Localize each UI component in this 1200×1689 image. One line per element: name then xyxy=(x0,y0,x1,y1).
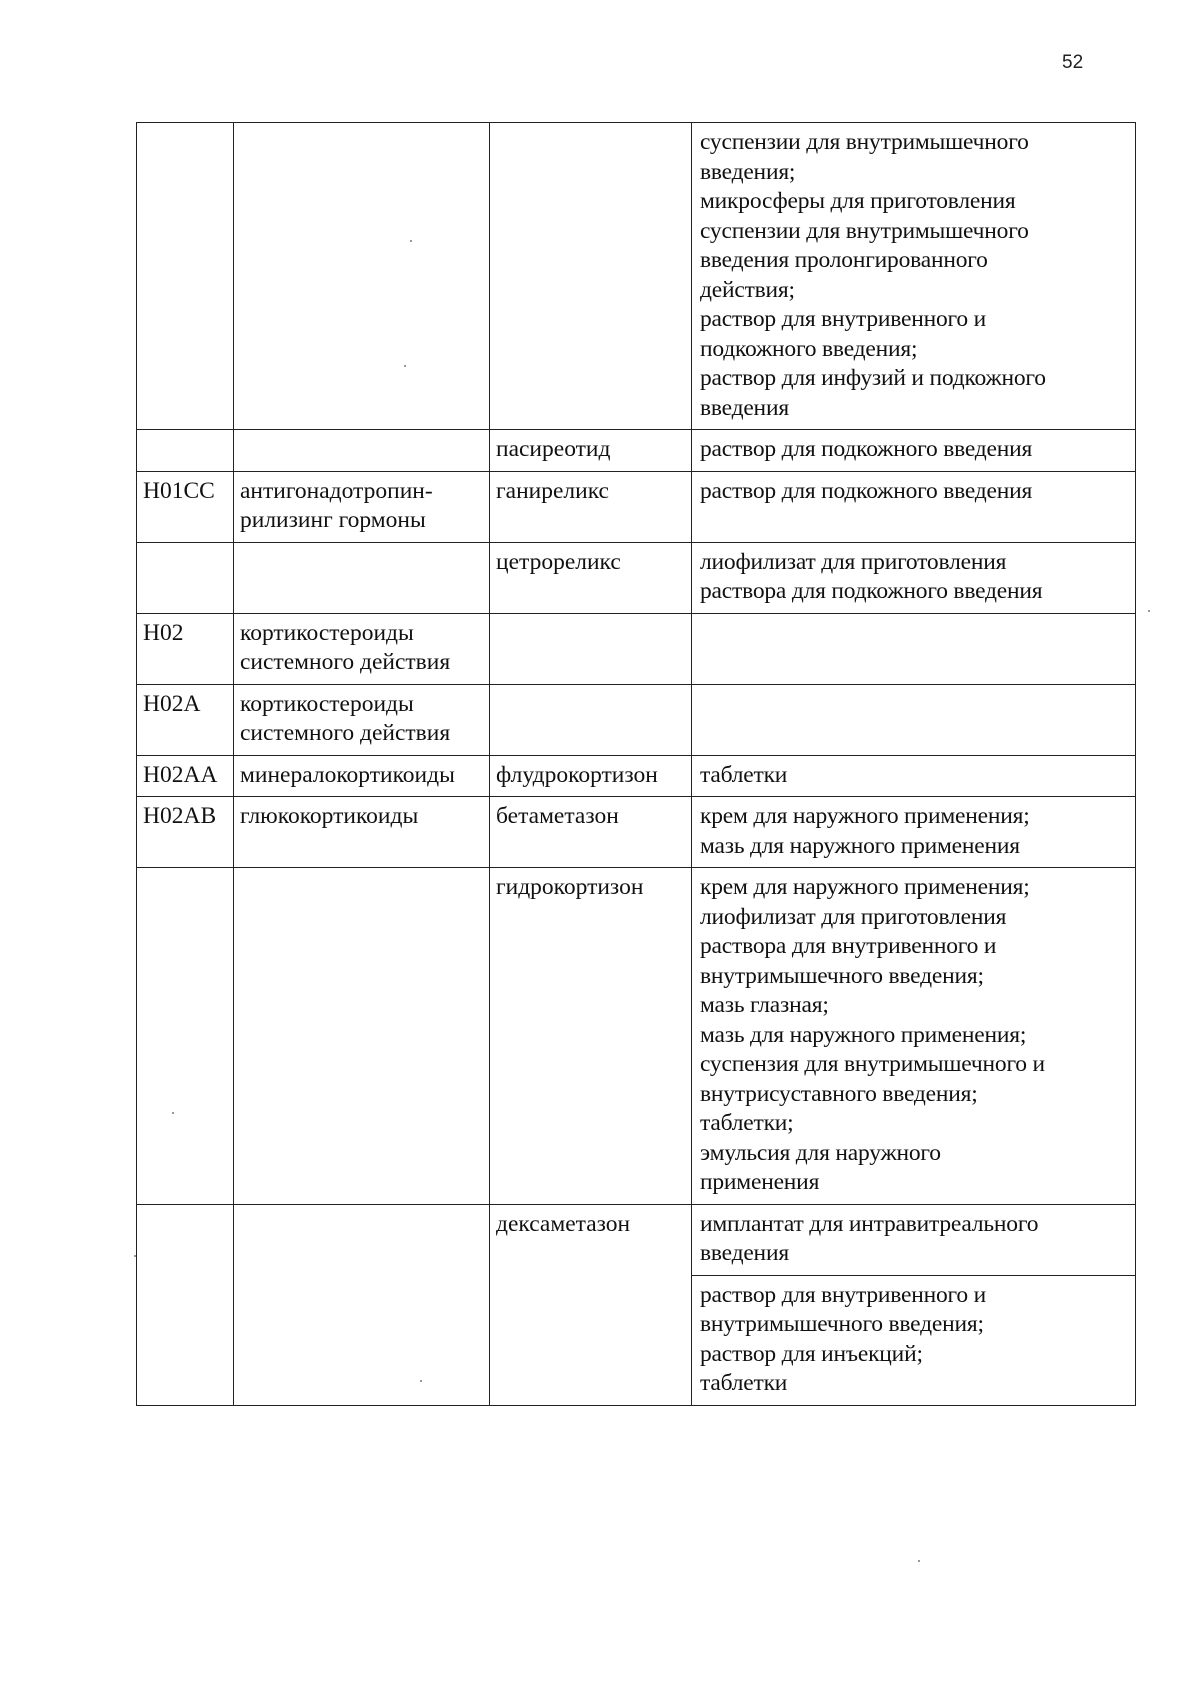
atc-code-cell xyxy=(137,542,234,613)
dosage-forms-cell: лиофилизат для приготовления раствора для подкожного введения xyxy=(692,542,1136,613)
table-row xyxy=(137,430,1136,472)
dosage-forms-cell: раствор для подкожного введения xyxy=(692,471,1136,542)
pharmacological-group-cell: минералокортикоиды xyxy=(234,755,490,797)
atc-code-cell xyxy=(137,430,234,472)
drug-name-cell: флудрокортизон xyxy=(490,755,692,797)
pharmacological-group-cell xyxy=(234,542,490,613)
pharmacological-group-cell: кортикостероиды системного действия xyxy=(234,684,490,755)
table-row xyxy=(137,755,1136,797)
medication-table xyxy=(136,122,1136,1406)
table-row xyxy=(137,471,1136,542)
drug-name-cell: бетаметазон xyxy=(490,797,692,868)
page-number: 52 xyxy=(1062,52,1084,73)
drug-name-cell xyxy=(490,684,692,755)
drug-name-cell: гидрокортизон xyxy=(490,868,692,1205)
pharmacological-group-cell xyxy=(234,1204,490,1405)
scan-speck xyxy=(410,240,412,242)
table-row xyxy=(137,1204,1136,1275)
scan-speck xyxy=(420,1380,422,1382)
pharmacological-group-cell xyxy=(234,123,490,430)
scan-speck xyxy=(1148,610,1150,612)
scan-speck xyxy=(404,365,406,367)
dosage-forms-cell: имплантат для интравитреального введения xyxy=(692,1204,1136,1275)
table-row xyxy=(137,684,1136,755)
dosage-forms-cell xyxy=(692,684,1136,755)
scan-speck xyxy=(134,1255,136,1257)
dosage-forms-cell: раствор для внутривенного и внутримышечного введения; раствор для инъекций; таблетки xyxy=(692,1275,1136,1405)
drug-name-cell xyxy=(490,613,692,684)
pharmacological-group-cell: кортикостероиды системного действия xyxy=(234,613,490,684)
dosage-forms-cell: крем для наружного применения; мазь для наружного применения xyxy=(692,797,1136,868)
pharmacological-group-cell xyxy=(234,868,490,1205)
table-row xyxy=(137,797,1136,868)
atc-code-cell xyxy=(137,123,234,430)
pharmacological-group-cell: глюкокортикоиды xyxy=(234,797,490,868)
pharmacological-group-cell xyxy=(234,430,490,472)
atc-code-cell xyxy=(137,868,234,1205)
drug-name-cell xyxy=(490,123,692,430)
dosage-forms-cell: раствор для подкожного введения xyxy=(692,430,1136,472)
dosage-forms-cell xyxy=(692,613,1136,684)
table-row xyxy=(137,542,1136,613)
table-row xyxy=(137,613,1136,684)
atc-code-cell: H02A xyxy=(137,684,234,755)
drug-name-cell: цетрореликс xyxy=(490,542,692,613)
table-row xyxy=(137,123,1136,430)
table-row xyxy=(137,868,1136,1205)
drug-name-cell: ганиреликс xyxy=(490,471,692,542)
pharmacological-group-cell: антигонадотропин- рилизинг гормоны xyxy=(234,471,490,542)
dosage-forms-cell: таблетки xyxy=(692,755,1136,797)
dosage-forms-cell: суспензии для внутримышечного введения; микросферы для приготовления суспензии для внутримышечного введения пролонгированного действия; раствор для внутривенного и подкожного введения; раствор для инфузий и подкожного введения xyxy=(692,123,1136,430)
atc-code-cell: H02AA xyxy=(137,755,234,797)
atc-code-cell: H01CC xyxy=(137,471,234,542)
drug-name-cell: дексаметазон xyxy=(490,1204,692,1405)
atc-code-cell xyxy=(137,1204,234,1405)
scan-speck xyxy=(172,1112,174,1114)
atc-code-cell: H02AB xyxy=(137,797,234,868)
atc-code-cell: H02 xyxy=(137,613,234,684)
dosage-forms-cell: крем для наружного применения; лиофилизат для приготовления раствора для внутривенного и внутримышечного введения; мазь глазная; мазь для наружного применения; суспензия для внутримышечного и внутрисуставного введения; таблетки; эмульсия для наружного применения xyxy=(692,868,1136,1205)
drug-name-cell: пасиреотид xyxy=(490,430,692,472)
scan-speck xyxy=(918,1560,920,1562)
